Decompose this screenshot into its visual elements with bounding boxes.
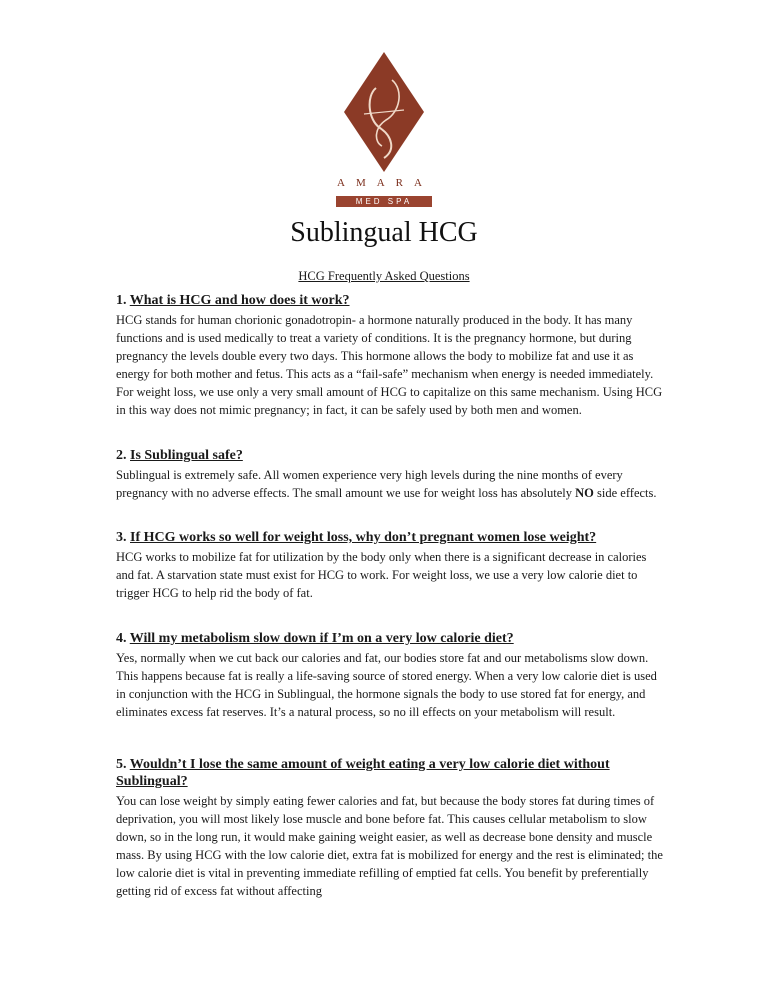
faq-question: 5. Wouldn’t I lose the same amount of weight eating a very low calorie diet without Sublingual? [116, 757, 610, 789]
faq-item-2 [116, 447, 666, 502]
faq-answer: You can lose weight by simply eating fewer calories and fat, but because the body stores fat during times of deprivation, you will most likely lose muscle and bone before fat. This causes cellular metabolism to slow down, so in the long run, it would make gaining weight easier, as well as decrease bone density and muscle mass. By using HCG with the low calorie diet, extra fat is mobilized for energy and the rest is eliminated; the low calorie diet is vital in preventing immediate refilling of emptied fat cells. You benefit by preferentially getting rid of excess fat without affecting [116, 794, 663, 898]
logo-tagline: MED SPA [336, 196, 432, 207]
faq-answer: Yes, normally when we cut back our calories and fat, our bodies store fat and our metabolisms slow down. This happens because fat is really a life-saving source of stored energy. When a very low calorie diet is used in conjunction with the HCG in Sublingual, the hormone signals the body to use stored fat for energy, and eliminates excess fat reserves. It’s a natural process, so no ill effects on your metabolism will result. [116, 651, 657, 719]
page-subtitle: HCG Frequently Asked Questions [298, 269, 470, 283]
faq-answer: HCG works to mobilize fat for utilization by the body only when there is a significant decrease in calories and fat. A starvation state must exist for HCG to work. For weight loss, we use a very low calorie diet to trigger HCG to help rid the body of fat. [116, 550, 647, 600]
faq-item-4 [116, 630, 666, 721]
faq-question: 3. If HCG works so well for weight loss, why don’t pregnant women lose weight? [116, 530, 597, 545]
faq-answer: Sublingual is extremely safe. All women experience very high levels during the nine months of every pregnancy with no adverse effects. The small amount we use for weight loss has absolutely NO side effects. [116, 468, 657, 500]
faq-item-1 [116, 292, 666, 419]
faq-question: 1. What is HCG and how does it work? [116, 293, 350, 308]
faq-item-5 [116, 756, 666, 900]
faq-answer: HCG stands for human chorionic gonadotropin- a hormone naturally produced in the body. It has many functions and is used medically to treat a variety of conditions. It is the pregnancy hormone, but during pregnancy the levels double every two days. This hormone allows the body to mobilize fat and use it as energy for both mother and fetus. This acts as a “fail-safe” mechanism when energy is needed immediately. For weight loss, we use only a very small amount of HCG to capitalize on this same mechanism. Using HCG in this way does not mimic pregnancy; in fact, it can be safely used by both men and women. [116, 313, 663, 417]
logo-wordmark: AMARA [337, 177, 433, 189]
faq-item-3 [116, 529, 666, 602]
faq-question: 4. Will my metabolism slow down if I’m on a very low calorie diet? [116, 631, 514, 646]
faq-question: 2. Is Sublingual safe? [116, 448, 243, 463]
page-title: Sublingual HCG [290, 217, 478, 248]
